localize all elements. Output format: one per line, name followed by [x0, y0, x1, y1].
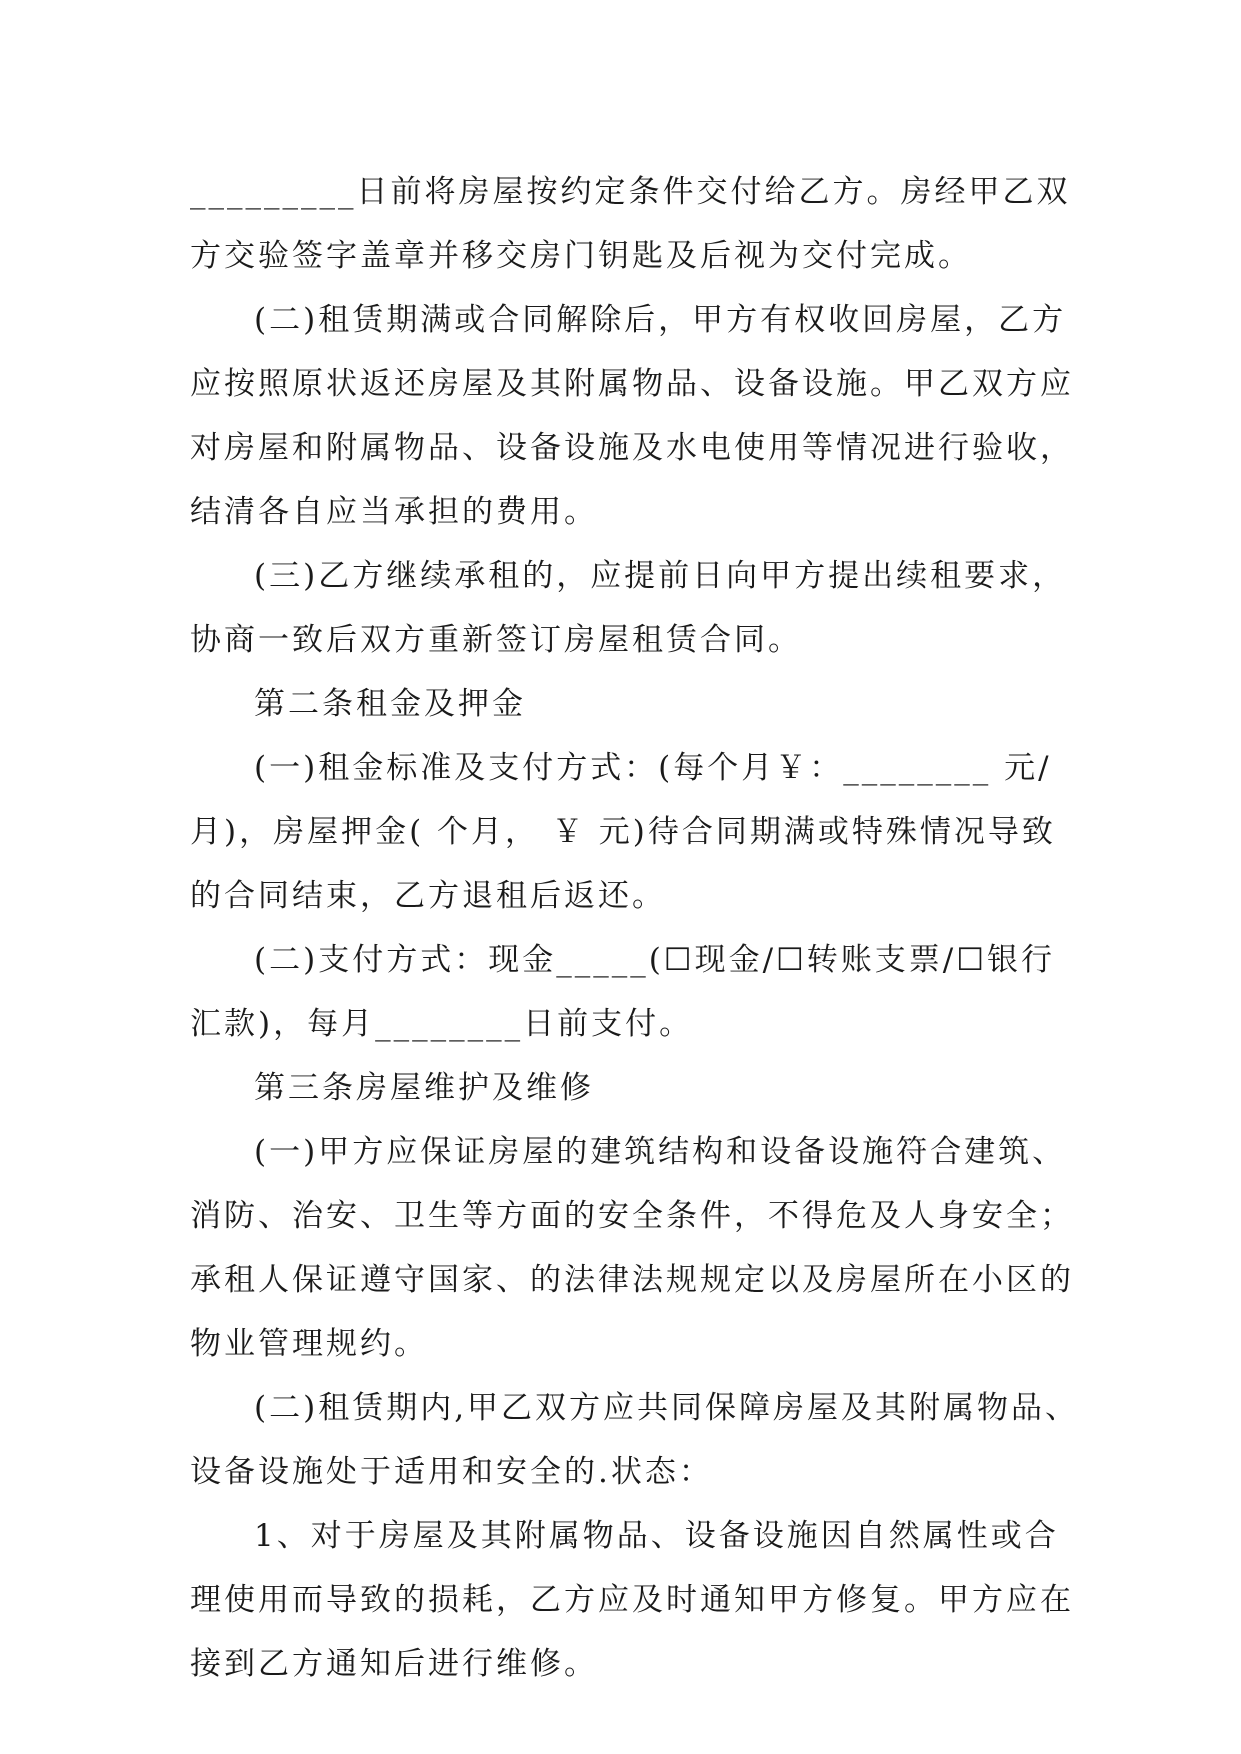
- paragraph-line: (一)租金标准及支付方式：(每个月￥：________ 元/: [254, 750, 1052, 786]
- section-heading: 第二条租金及押金: [254, 686, 526, 722]
- paragraph-line: 对房屋和附属物品、设备设施及水电使用等情况进行验收，: [190, 430, 1074, 466]
- paragraph-line: 汇款)，每月________日前支付。: [190, 1006, 694, 1042]
- paragraph-line: (三)乙方继续承租的，应提前日向甲方提出续租要求，: [254, 558, 1067, 594]
- section-heading: 第三条房屋维护及维修: [254, 1070, 594, 1106]
- paragraph-line: _________日前将房屋按约定条件交付给乙方。房经甲乙双: [190, 174, 1071, 210]
- paragraph-line: 月)，房屋押金( 个月， ￥ 元)待合同期满或特殊情况导致: [190, 814, 1056, 850]
- paragraph-line: (一)甲方应保证房屋的建筑结构和设备设施符合建筑、: [254, 1134, 1067, 1170]
- paragraph-line: 应按照原状返还房屋及其附属物品、设备设施。甲乙双方应: [190, 366, 1074, 402]
- paragraph-line: 设备设施处于适用和安全的.状态：: [190, 1454, 713, 1490]
- paragraph-line: 消防、治安、卫生等方面的安全条件，不得危及人身安全；: [190, 1198, 1074, 1234]
- paragraph-line: (二)支付方式：现金_____(☐现金/☐转账支票/☐银行: [254, 942, 1056, 978]
- paragraph-line: (二)租赁期满或合同解除后，甲方有权收回房屋，乙方: [254, 302, 1067, 338]
- paragraph-line: 承租人保证遵守国家、的法律法规规定以及房屋所在小区的: [190, 1262, 1074, 1298]
- paragraph-line: 理使用而导致的损耗，乙方应及时通知甲方修复。甲方应在: [190, 1582, 1074, 1618]
- paragraph-line: 1、对于房屋及其附属物品、设备设施因自然属性或合: [254, 1518, 1059, 1554]
- paragraph-line: 结清各自应当承担的费用。: [190, 494, 598, 530]
- paragraph-line: 接到乙方通知后进行维修。: [190, 1646, 598, 1682]
- paragraph-line: 物业管理规约。: [190, 1326, 428, 1362]
- paragraph-line: (二)租赁期内,甲乙双方应共同保障房屋及其附属物品、: [254, 1390, 1080, 1426]
- paragraph-line: 的合同结束，乙方退租后返还。: [190, 878, 666, 914]
- document-body: [190, 160, 1080, 1696]
- paragraph-line: 协商一致后双方重新签订房屋租赁合同。: [190, 622, 802, 658]
- paragraph-line: 方交验签字盖章并移交房门钥匙及后视为交付完成。: [190, 238, 972, 274]
